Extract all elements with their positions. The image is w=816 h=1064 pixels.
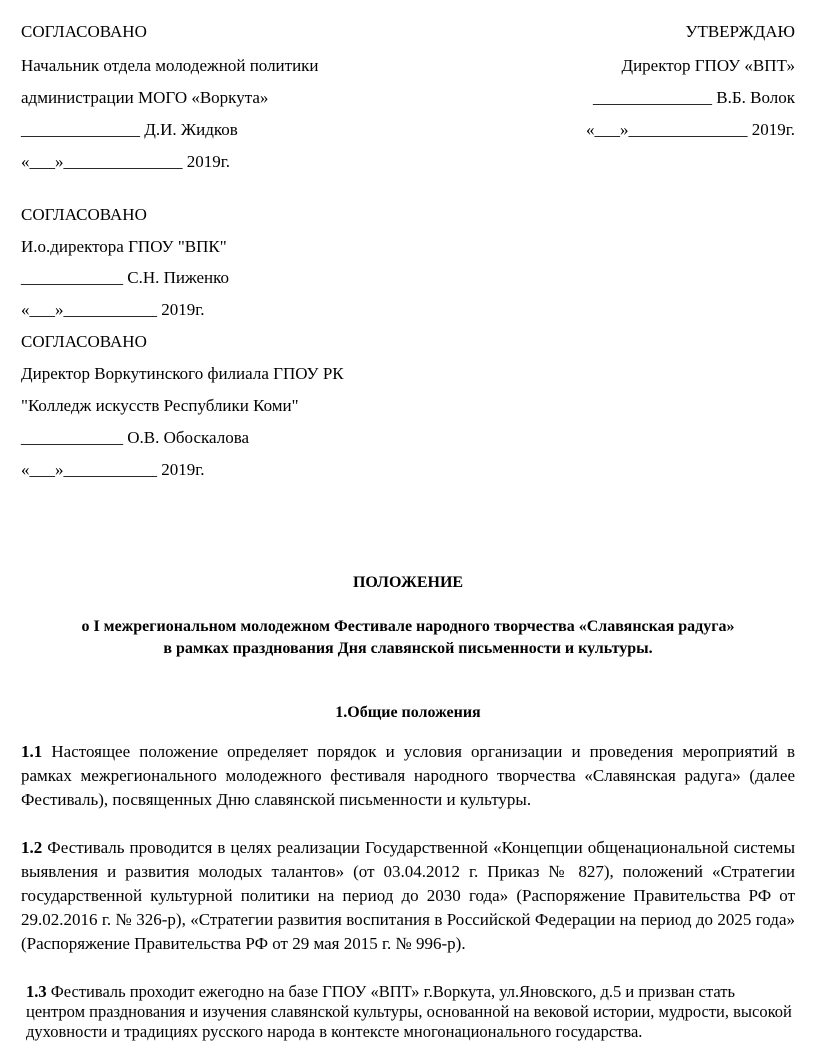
paragraph-1-3 [26,982,796,1042]
document-subtitle-1: о I межрегиональном молодежном Фестивале народного творчества «Славянская радуга» [81,618,735,635]
approval-heading-1: СОГЛАСОВАНО [21,22,147,41]
approval-signature-2: ____________ С.Н. Пиженко [21,268,230,287]
approval-position-2: И.о.директора ГПОУ "ВПК" [21,237,227,256]
approval-date-2: «___»___________ 2019г. [21,300,205,319]
approval-signature-1: ______________ Д.И. Жидков [21,120,238,139]
paragraph-1-2 [21,836,795,956]
paragraph-text: Фестиваль проводится в целях реализации Государственной «Концепции общенациональной системы выявления и развития молодых талантов» (от 03.04.2012 г. Приказ № 827), положений «Стратегии государственной культурной политики на период до 2030 года» (Распоряжение Правительства РФ от 29.02.2016 г. № 326-р), «Стратегии развития воспитания в Российской Федерации на период до 2025 года» (Распоряжение Правительства РФ от 29 мая 2015 г. № 996-р). [21,838,795,953]
approve-signature: ______________ В.Б. Волок [593,88,795,107]
paragraph-number: 1.1 [21,742,43,761]
approval-date-3: «___»___________ 2019г. [21,460,205,479]
approve-date: «___»______________ 2019г. [585,120,795,139]
document-title: ПОЛОЖЕНИЕ [352,574,464,591]
approval-signature-3: ____________ О.В. Обоскалова [21,428,250,447]
approval-heading-3: СОГЛАСОВАНО [21,332,147,351]
paragraph-number: 1.2 [21,838,43,857]
section-heading: 1.Общие положения [335,704,481,721]
approval-position-1a: Начальник отдела молодежной политики [21,56,319,75]
paragraph-text: Фестиваль проходит ежегодно на базе ГПОУ «ВПТ» г.Воркута, ул.Яновского, д.5 и призван стать центром празднования и изучения славянской культуры, основанной на вековой истории, мудрости, высокой духовности и традициях русского народа в контексте многонационального государства. [26,982,792,1041]
paragraph-1-1 [21,740,795,812]
approval-position-3a: Директор Воркутинского филиала ГПОУ РК [21,364,344,383]
paragraph-text: Настоящее положение определяет порядок и условия организации и проведения мероприятий в рамках межрегионального молодежного фестиваля народного творчества «Славянская радуга» (далее Фестиваль), посвященных Дню славянской письменности и культуры. [21,742,795,809]
approve-position: Директор ГПОУ «ВПТ» [621,56,795,75]
document-subtitle-2: в рамках празднования Дня славянской письменности и культуры. [163,640,653,657]
approval-position-1b: администрации МОГО «Воркута» [21,88,269,107]
approve-heading: УТВЕРЖДАЮ [685,22,795,41]
approval-heading-2: СОГЛАСОВАНО [21,205,147,224]
approval-date-1: «___»______________ 2019г. [21,152,231,171]
paragraph-number: 1.3 [26,982,47,1001]
approval-position-3b: "Колледж искусств Республики Коми" [21,396,299,415]
